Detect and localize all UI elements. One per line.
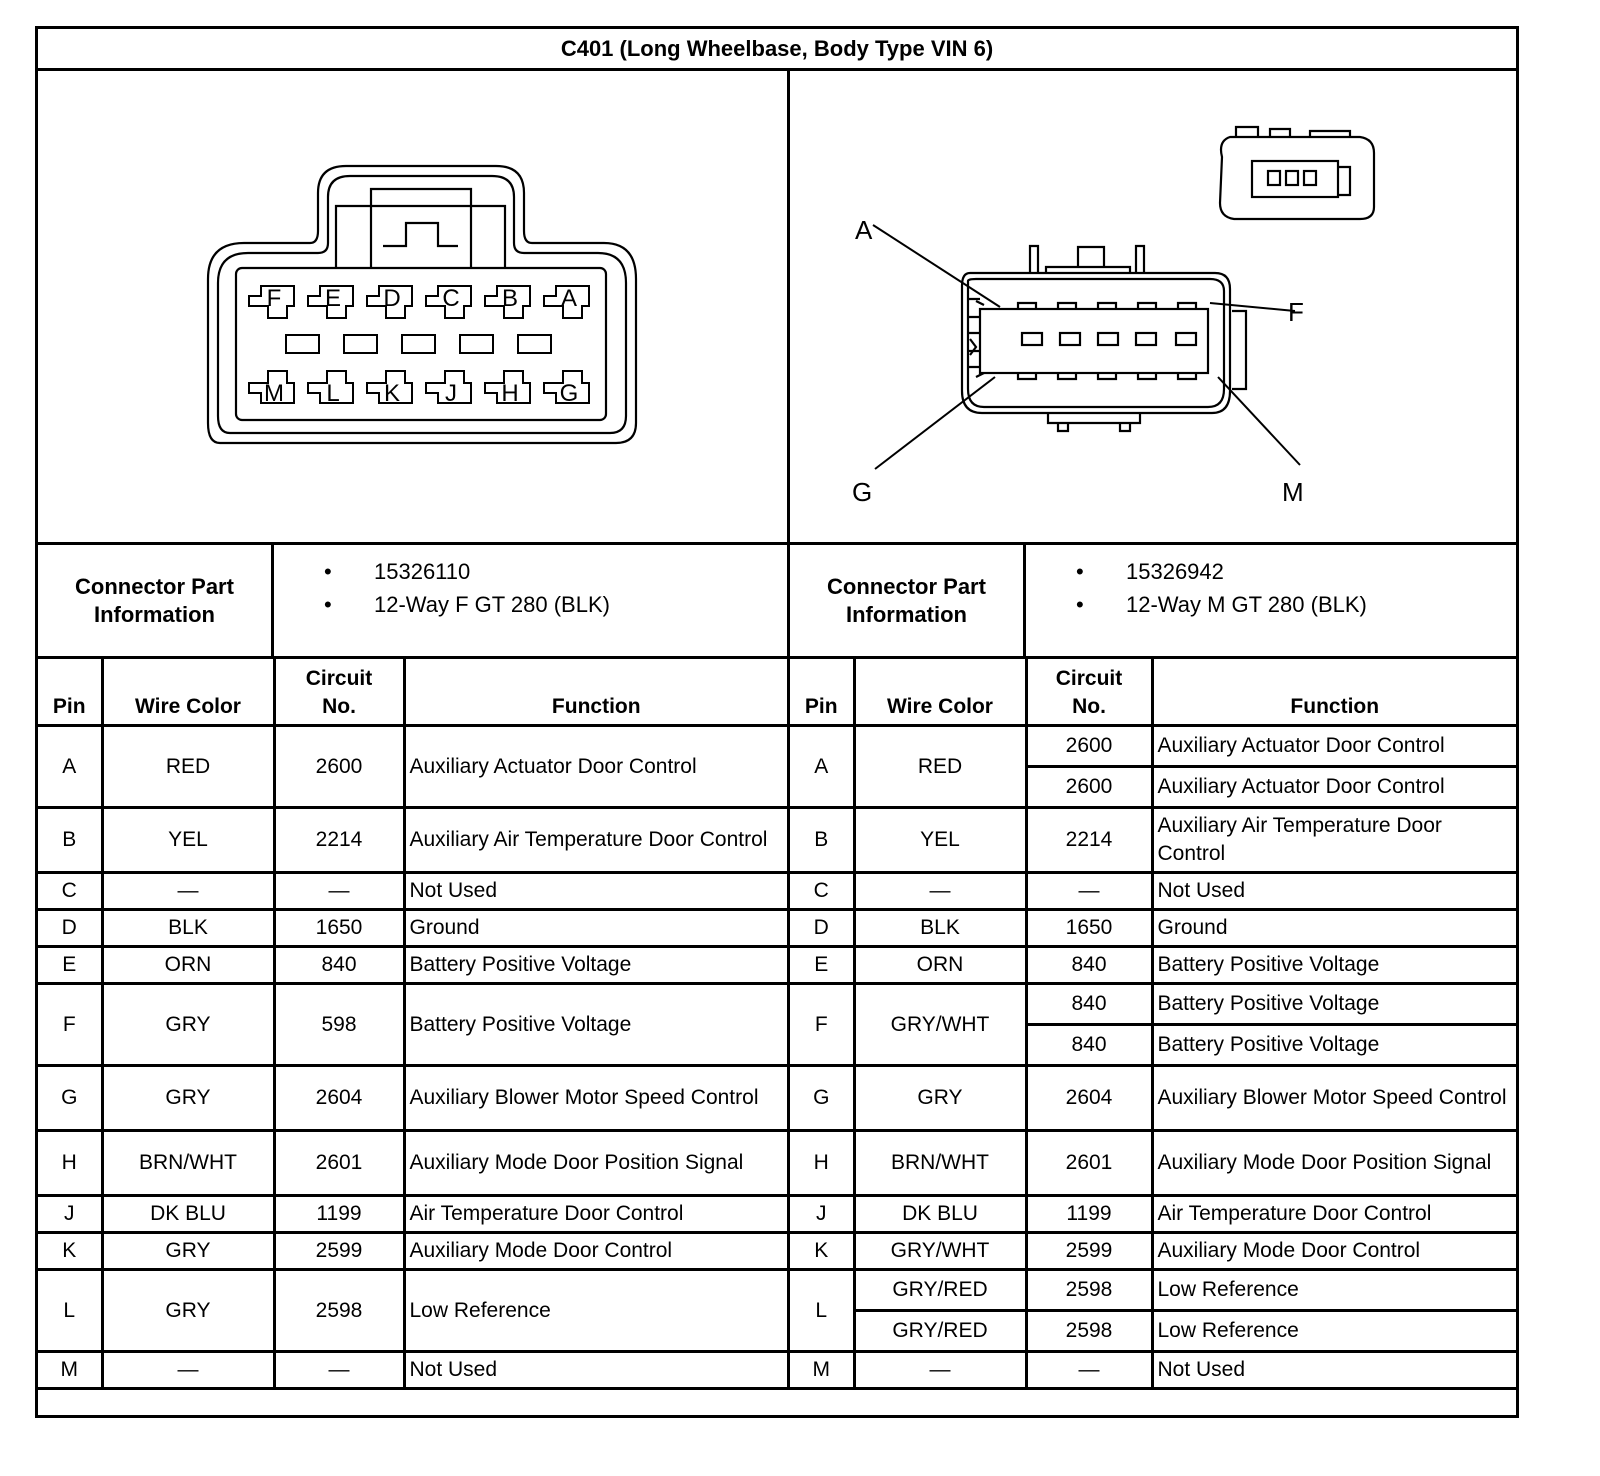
- table-row: [790, 873, 1516, 910]
- circuit-cell: 2600: [274, 726, 404, 808]
- wire-color-cell: ORN: [102, 947, 274, 984]
- wire-color-cell: GRY: [102, 1270, 274, 1352]
- left-info-label-line1: Connector Part: [75, 573, 234, 599]
- function-cell: Auxiliary Actuator Door Control: [404, 726, 787, 808]
- pin-cell: F: [38, 984, 102, 1066]
- svg-text:B: B: [501, 285, 519, 312]
- page-title: C401 (Long Wheelbase, Body Type VIN 6): [38, 29, 1516, 71]
- wire-color-cell: —: [102, 873, 274, 910]
- circuit-cell: 2214: [274, 808, 404, 873]
- circuit-cell: —: [274, 1352, 404, 1389]
- right-info-label-line1: Connector Part: [827, 573, 986, 599]
- right-connector-section: [790, 545, 1516, 1390]
- left-pin-row-bottom: [249, 371, 589, 407]
- table-row: [38, 726, 787, 808]
- circuit-cell: 1199: [1026, 1196, 1152, 1233]
- pin-cell: L: [38, 1270, 102, 1352]
- table-row: [38, 808, 787, 873]
- pin-cell: B: [38, 808, 102, 873]
- left-part-info-list: [274, 545, 787, 656]
- left-connector-section: [38, 545, 790, 1390]
- left-pin-E: [308, 285, 353, 318]
- wire-color-cell: BLK: [854, 910, 1026, 947]
- wire-color-cell: —: [102, 1352, 274, 1389]
- wire-color-cell: GRY/RED: [854, 1270, 1026, 1311]
- left-pin-K: [367, 371, 412, 407]
- right-callout-A: A: [855, 215, 873, 245]
- svg-text:J: J: [445, 380, 457, 407]
- wire-color-cell: GRY: [854, 1066, 1026, 1131]
- pin-cell: D: [790, 910, 854, 947]
- right-connector-info-label: [790, 545, 1026, 656]
- circuit-cell: 2601: [274, 1131, 404, 1196]
- wire-color-cell: YEL: [102, 808, 274, 873]
- pin-cell: C: [38, 873, 102, 910]
- svg-text:A: A: [560, 285, 578, 312]
- circuit-cell: 598: [274, 984, 404, 1066]
- left-part-number: • 15326110: [324, 555, 787, 588]
- circuit-cell: —: [1026, 1352, 1152, 1389]
- wire-color-cell: —: [854, 873, 1026, 910]
- circuit-cell: —: [274, 873, 404, 910]
- pin-cell: J: [790, 1196, 854, 1233]
- right-callout-G: G: [852, 477, 873, 507]
- function-cell: Not Used: [1152, 1352, 1516, 1389]
- left-connector-info: [38, 545, 787, 659]
- wire-color-cell: RED: [854, 726, 1026, 808]
- function-cell: Auxiliary Actuator Door Control: [1152, 767, 1516, 808]
- left-center-slots: [286, 335, 551, 353]
- circuit-cell: 2604: [1026, 1066, 1152, 1131]
- svg-text:M: M: [264, 380, 284, 407]
- function-cell: Not Used: [404, 873, 787, 910]
- left-pin-F: [249, 285, 294, 318]
- function-cell: Auxiliary Air Temperature Door Control: [404, 808, 787, 873]
- function-cell: Auxiliary Blower Motor Speed Control: [1152, 1066, 1516, 1131]
- left-pin-J: [426, 371, 471, 407]
- wire-color-cell: GRY/WHT: [854, 984, 1026, 1066]
- circuit-cell: 2604: [274, 1066, 404, 1131]
- table-row: [38, 1233, 787, 1270]
- table-row: [38, 1196, 787, 1233]
- function-cell: Battery Positive Voltage: [404, 947, 787, 984]
- pin-cell: J: [38, 1196, 102, 1233]
- left-connector-info-label: [38, 545, 274, 656]
- circuit-cell: 2599: [274, 1233, 404, 1270]
- left-pin-C: [426, 285, 471, 318]
- function-cell: Ground: [1152, 910, 1516, 947]
- circuit-cell: 2598: [274, 1270, 404, 1352]
- circuit-cell: 2601: [1026, 1131, 1152, 1196]
- svg-text:H: H: [501, 380, 519, 407]
- table-row: [790, 1066, 1516, 1131]
- pin-header: Pin: [790, 659, 854, 726]
- wire-color-cell: ORN: [854, 947, 1026, 984]
- right-connector-info: [790, 545, 1516, 659]
- pin-cell: G: [790, 1066, 854, 1131]
- function-cell: Ground: [404, 910, 787, 947]
- left-pin-M: [249, 371, 294, 407]
- pin-cell: M: [790, 1352, 854, 1389]
- svg-text:G: G: [559, 380, 579, 407]
- left-info-label-line2: Information: [93, 601, 215, 627]
- table-row: [38, 1131, 787, 1196]
- wire-color-cell: GRY: [102, 1233, 274, 1270]
- pin-cell: B: [790, 808, 854, 873]
- right-part-number: • 15326942: [1076, 555, 1516, 588]
- wire-color-header: Wire Color: [854, 659, 1026, 726]
- right-connector-thumbnail: [1220, 127, 1374, 219]
- table-row: [38, 1352, 787, 1389]
- right-callout-M: M: [1282, 477, 1304, 507]
- circuit-cell: 840: [1026, 984, 1152, 1025]
- wire-color-cell: BRN/WHT: [102, 1131, 274, 1196]
- left-pin-B: [485, 285, 530, 318]
- right-part-description: • 12-Way M GT 280 (BLK): [1076, 588, 1516, 621]
- svg-text:E: E: [324, 285, 342, 312]
- wire-color-cell: BRN/WHT: [854, 1131, 1026, 1196]
- circuit-cell: 2598: [1026, 1270, 1152, 1311]
- function-cell: Auxiliary Mode Door Control: [1152, 1233, 1516, 1270]
- function-cell: Battery Positive Voltage: [404, 984, 787, 1066]
- function-cell: Battery Positive Voltage: [1152, 984, 1516, 1025]
- left-pin-L: [308, 371, 353, 407]
- table-row: [790, 1233, 1516, 1270]
- wire-color-cell: DK BLU: [102, 1196, 274, 1233]
- right-callout-leaders: [873, 225, 1300, 469]
- table-row: [790, 910, 1516, 947]
- right-connector-drawing: [790, 71, 1516, 545]
- table-row: [790, 1270, 1516, 1311]
- left-pin-H: [485, 371, 530, 407]
- right-table-header: [790, 659, 1516, 726]
- left-table-header: [38, 659, 787, 726]
- wire-color-cell: —: [854, 1352, 1026, 1389]
- svg-text:L: L: [326, 380, 340, 407]
- function-header: Function: [1152, 659, 1516, 726]
- left-pin-A: [544, 285, 589, 318]
- right-info-label-line2: Information: [845, 601, 967, 627]
- svg-text:K: K: [383, 380, 401, 407]
- table-row: [38, 947, 787, 984]
- pin-cell: G: [38, 1066, 102, 1131]
- function-cell: Auxiliary Blower Motor Speed Control: [404, 1066, 787, 1131]
- circuit-cell: 840: [1026, 947, 1152, 984]
- table-row: [38, 910, 787, 947]
- left-pin-G: [544, 371, 589, 407]
- pin-cell: K: [790, 1233, 854, 1270]
- svg-text:F: F: [266, 285, 282, 312]
- table-row: [790, 726, 1516, 767]
- wire-color-cell: YEL: [854, 808, 1026, 873]
- circuit-cell: 2214: [1026, 808, 1152, 873]
- function-cell: Low Reference: [1152, 1270, 1516, 1311]
- right-part-info-list: [1026, 545, 1516, 656]
- pin-cell: C: [790, 873, 854, 910]
- left-part-description: • 12-Way F GT 280 (BLK): [324, 588, 787, 621]
- pin-cell: E: [790, 947, 854, 984]
- function-cell: Auxiliary Actuator Door Control: [1152, 726, 1516, 767]
- circuit-cell: 2599: [1026, 1233, 1152, 1270]
- wire-color-cell: GRY: [102, 984, 274, 1066]
- table-row: [790, 1196, 1516, 1233]
- table-row: [790, 984, 1516, 1025]
- table-row: [38, 1066, 787, 1131]
- pin-cell: A: [790, 726, 854, 808]
- left-latch: [336, 189, 505, 268]
- function-cell: Not Used: [404, 1352, 787, 1389]
- circuit-cell: 2600: [1026, 767, 1152, 808]
- function-cell: Auxiliary Mode Door Control: [404, 1233, 787, 1270]
- function-cell: Low Reference: [404, 1270, 787, 1352]
- function-cell: Not Used: [1152, 873, 1516, 910]
- left-connector-drawing: [38, 71, 787, 545]
- function-cell: Auxiliary Air Temperature Door Control: [1152, 808, 1516, 873]
- left-pin-row-top: [249, 285, 589, 318]
- right-pin-table: [790, 659, 1516, 1390]
- function-cell: Auxiliary Mode Door Position Signal: [404, 1131, 787, 1196]
- right-callout-F: F: [1288, 297, 1304, 327]
- pin-cell: F: [790, 984, 854, 1066]
- left-pin-table: [38, 659, 787, 1390]
- function-cell: Air Temperature Door Control: [404, 1196, 787, 1233]
- circuit-cell: 1650: [1026, 910, 1152, 947]
- function-cell: Auxiliary Mode Door Position Signal: [1152, 1131, 1516, 1196]
- pin-cell: H: [790, 1131, 854, 1196]
- pin-cell: M: [38, 1352, 102, 1389]
- pin-header: Pin: [38, 659, 102, 726]
- pin-cell: A: [38, 726, 102, 808]
- wire-color-cell: DK BLU: [854, 1196, 1026, 1233]
- wire-color-cell: BLK: [102, 910, 274, 947]
- left-connector-diagram: [38, 71, 790, 542]
- circuit-cell: 1199: [274, 1196, 404, 1233]
- table-row: [790, 1311, 1516, 1352]
- svg-text:C: C: [442, 285, 460, 312]
- circuit-header: Circuit No.: [1026, 659, 1152, 726]
- pin-cell: D: [38, 910, 102, 947]
- pin-cell: H: [38, 1131, 102, 1196]
- circuit-cell: 2600: [1026, 726, 1152, 767]
- pin-cell: K: [38, 1233, 102, 1270]
- circuit-cell: 840: [1026, 1025, 1152, 1066]
- function-cell: Battery Positive Voltage: [1152, 1025, 1516, 1066]
- circuit-cell: 1650: [274, 910, 404, 947]
- pin-cell: L: [790, 1270, 854, 1352]
- table-row: [790, 1352, 1516, 1389]
- table-row: [790, 1131, 1516, 1196]
- table-row: [38, 873, 787, 910]
- connector-sheet: [35, 26, 1519, 1418]
- svg-text:D: D: [383, 285, 401, 312]
- right-connector-diagram: [790, 71, 1516, 542]
- wire-color-cell: GRY/WHT: [854, 1233, 1026, 1270]
- pin-cell: E: [38, 947, 102, 984]
- table-row: [38, 1270, 787, 1352]
- function-cell: Air Temperature Door Control: [1152, 1196, 1516, 1233]
- diagram-row: [38, 71, 1516, 545]
- left-pin-D: [367, 285, 412, 318]
- table-row: [790, 808, 1516, 873]
- wire-color-cell: GRY: [102, 1066, 274, 1131]
- wire-color-cell: GRY/RED: [854, 1311, 1026, 1352]
- circuit-cell: —: [1026, 873, 1152, 910]
- circuit-cell: 2598: [1026, 1311, 1152, 1352]
- table-row: [38, 984, 787, 1066]
- function-cell: Low Reference: [1152, 1311, 1516, 1352]
- wire-color-cell: RED: [102, 726, 274, 808]
- right-connector-body: [962, 246, 1246, 431]
- table-row: [790, 947, 1516, 984]
- function-header: Function: [404, 659, 787, 726]
- wire-color-header: Wire Color: [102, 659, 274, 726]
- circuit-header: Circuit No.: [274, 659, 404, 726]
- circuit-cell: 840: [274, 947, 404, 984]
- function-cell: Battery Positive Voltage: [1152, 947, 1516, 984]
